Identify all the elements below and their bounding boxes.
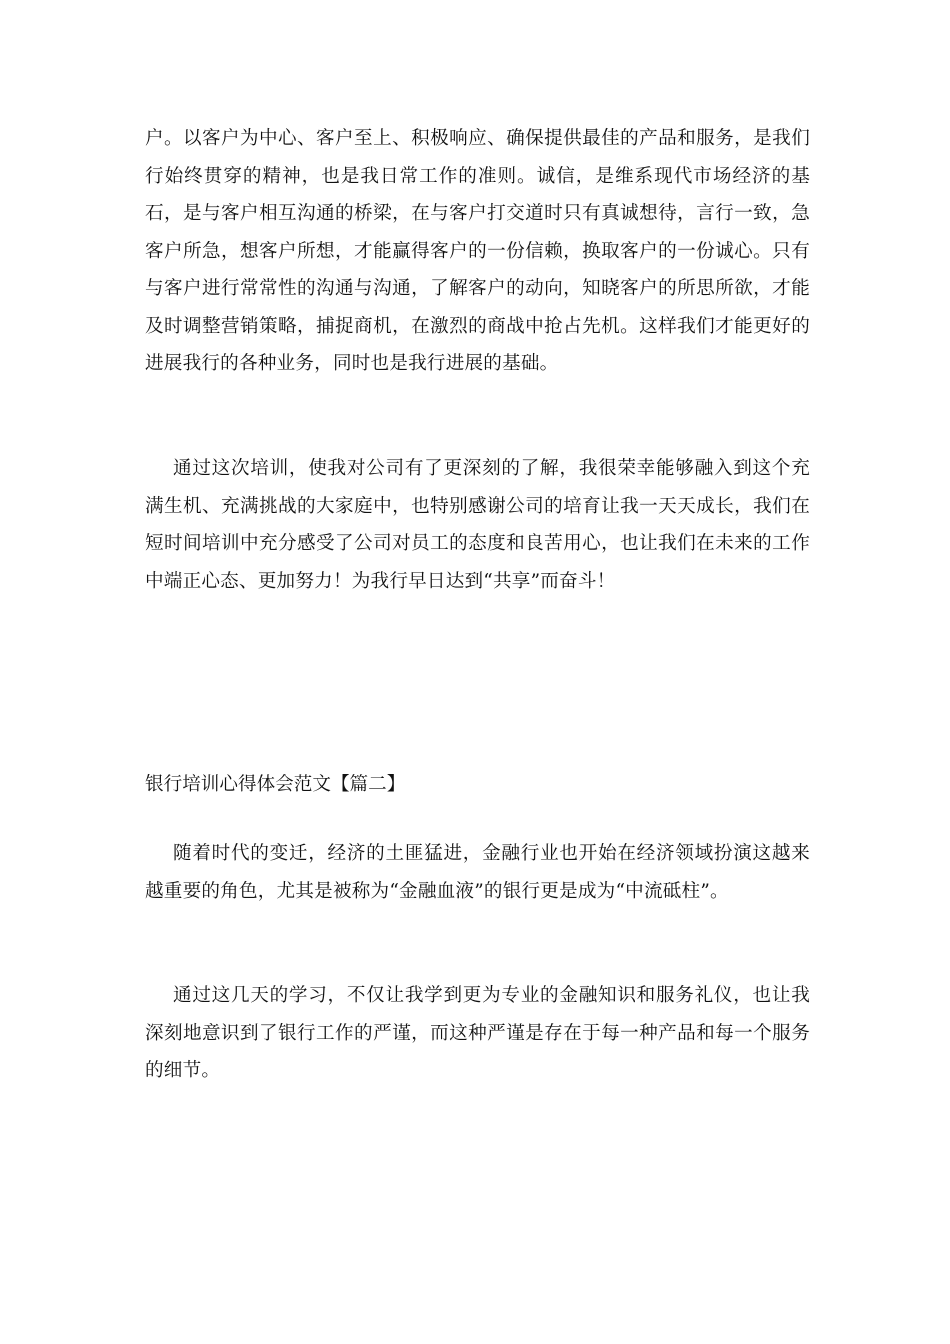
section-heading: 银行培训心得体会范文【篇二】	[145, 774, 406, 795]
paragraph-intro: 随着时代的变迁，经济的土匪猛进，金融行业也开始在经济领域扮演这越来越重要的角色，尤其是被称为“金融血液”的银行更是成为“中流砥柱”。	[145, 843, 810, 902]
paragraph-continuation: 户。以客户为中心、客户至上、积极响应、确保提供最佳的产品和服务，是我们行始终贯穿的精神，也是我日常工作的准则。诚信，是维系现代市场经济的基石，是与客户相互沟通的桥梁，在与客户打交道时只有真诚想待，言行一致，急客户所急，想客户所想，才能赢得客户的一份信赖，换取客户的一份诚心。只有与客户进行常常性的沟通与沟通，了解客户的动向，知晓客户的所思所欲，才能及时调整营销策略，捕捉商机，在激烈的商战中抢占先机。这样我们才能更好的进展我行的各种业务，同时也是我行进展的基础。	[145, 128, 810, 374]
paragraph-learning: 通过这几天的学习，不仅让我学到更为专业的金融知识和服务礼仪，也让我深刻地意识到了银行工作的严谨，而这种严谨是存在于每一种产品和每一个服务的细节。	[145, 985, 810, 1081]
paragraph-training-summary: 通过这次培训，使我对公司有了更深刻的了解，我很荣幸能够融入到这个充满生机、充满挑战的大家庭中，也特别感谢公司的培育让我一天天成长，我们在短时间培训中充分感受了公司对员工的态度和良苦用心，也让我们在未来的工作中端正心态、更加努力！为我行早日达到“共享”而奋斗！	[145, 458, 810, 592]
